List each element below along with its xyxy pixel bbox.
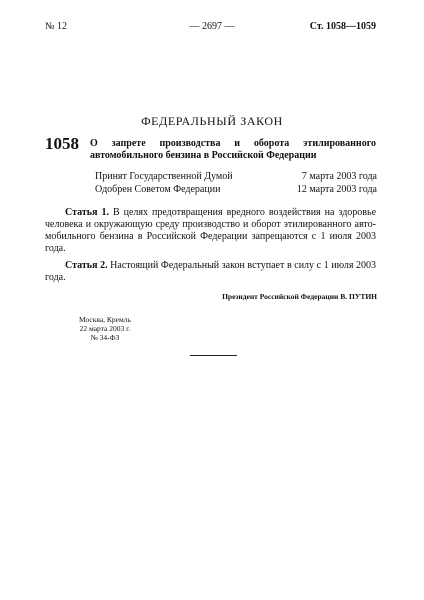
- signing-place: Москва, Кремль: [79, 315, 131, 324]
- page-number: — 2697 —: [189, 21, 235, 32]
- adoption-block: [95, 170, 377, 196]
- adoption-row-duma: [95, 170, 377, 183]
- law-title: О запрете производства и оборота этилированного автомобильного бензина в Российской Федерации: [90, 138, 376, 161]
- adoption-label: Одобрен Советом Федерации: [95, 184, 221, 195]
- signing-place-block: [79, 315, 131, 342]
- article-text: Настоящий Федеральный закон вступает в силу с 1 июля 2003 года.: [45, 260, 377, 283]
- law-number: 1058: [45, 134, 79, 153]
- issue-number: № 12: [45, 21, 68, 32]
- registration-number: № 34-ФЗ: [90, 333, 120, 342]
- signature: Президент Российской Федерации В. ПУТИН: [222, 292, 377, 301]
- divider: [190, 355, 237, 356]
- signing-date: 22 марта 2003 г.: [79, 324, 131, 333]
- document-type: ФЕДЕРАЛЬНЫЙ ЗАКОН: [141, 114, 283, 128]
- article-text: В целях предотвращения вредного воздействия на здоровье человека и окружающую среду производство и оборот этилированного авто-мобильного бензина в Российской Федерации запрещаются с 1 июля 2003 года.: [45, 207, 377, 254]
- article-2: [45, 260, 376, 284]
- article-label: Статья 2.: [65, 260, 108, 271]
- article-label: Статья 1.: [65, 207, 109, 218]
- article-1: [45, 207, 376, 255]
- adoption-date: 7 марта 2003 года: [301, 171, 377, 182]
- adoption-label: Принят Государственной Думой: [95, 171, 233, 182]
- adoption-date: 12 марта 2003 года: [296, 184, 377, 195]
- article-range: Ст. 1058—1059: [309, 21, 376, 32]
- adoption-row-council: [95, 183, 377, 196]
